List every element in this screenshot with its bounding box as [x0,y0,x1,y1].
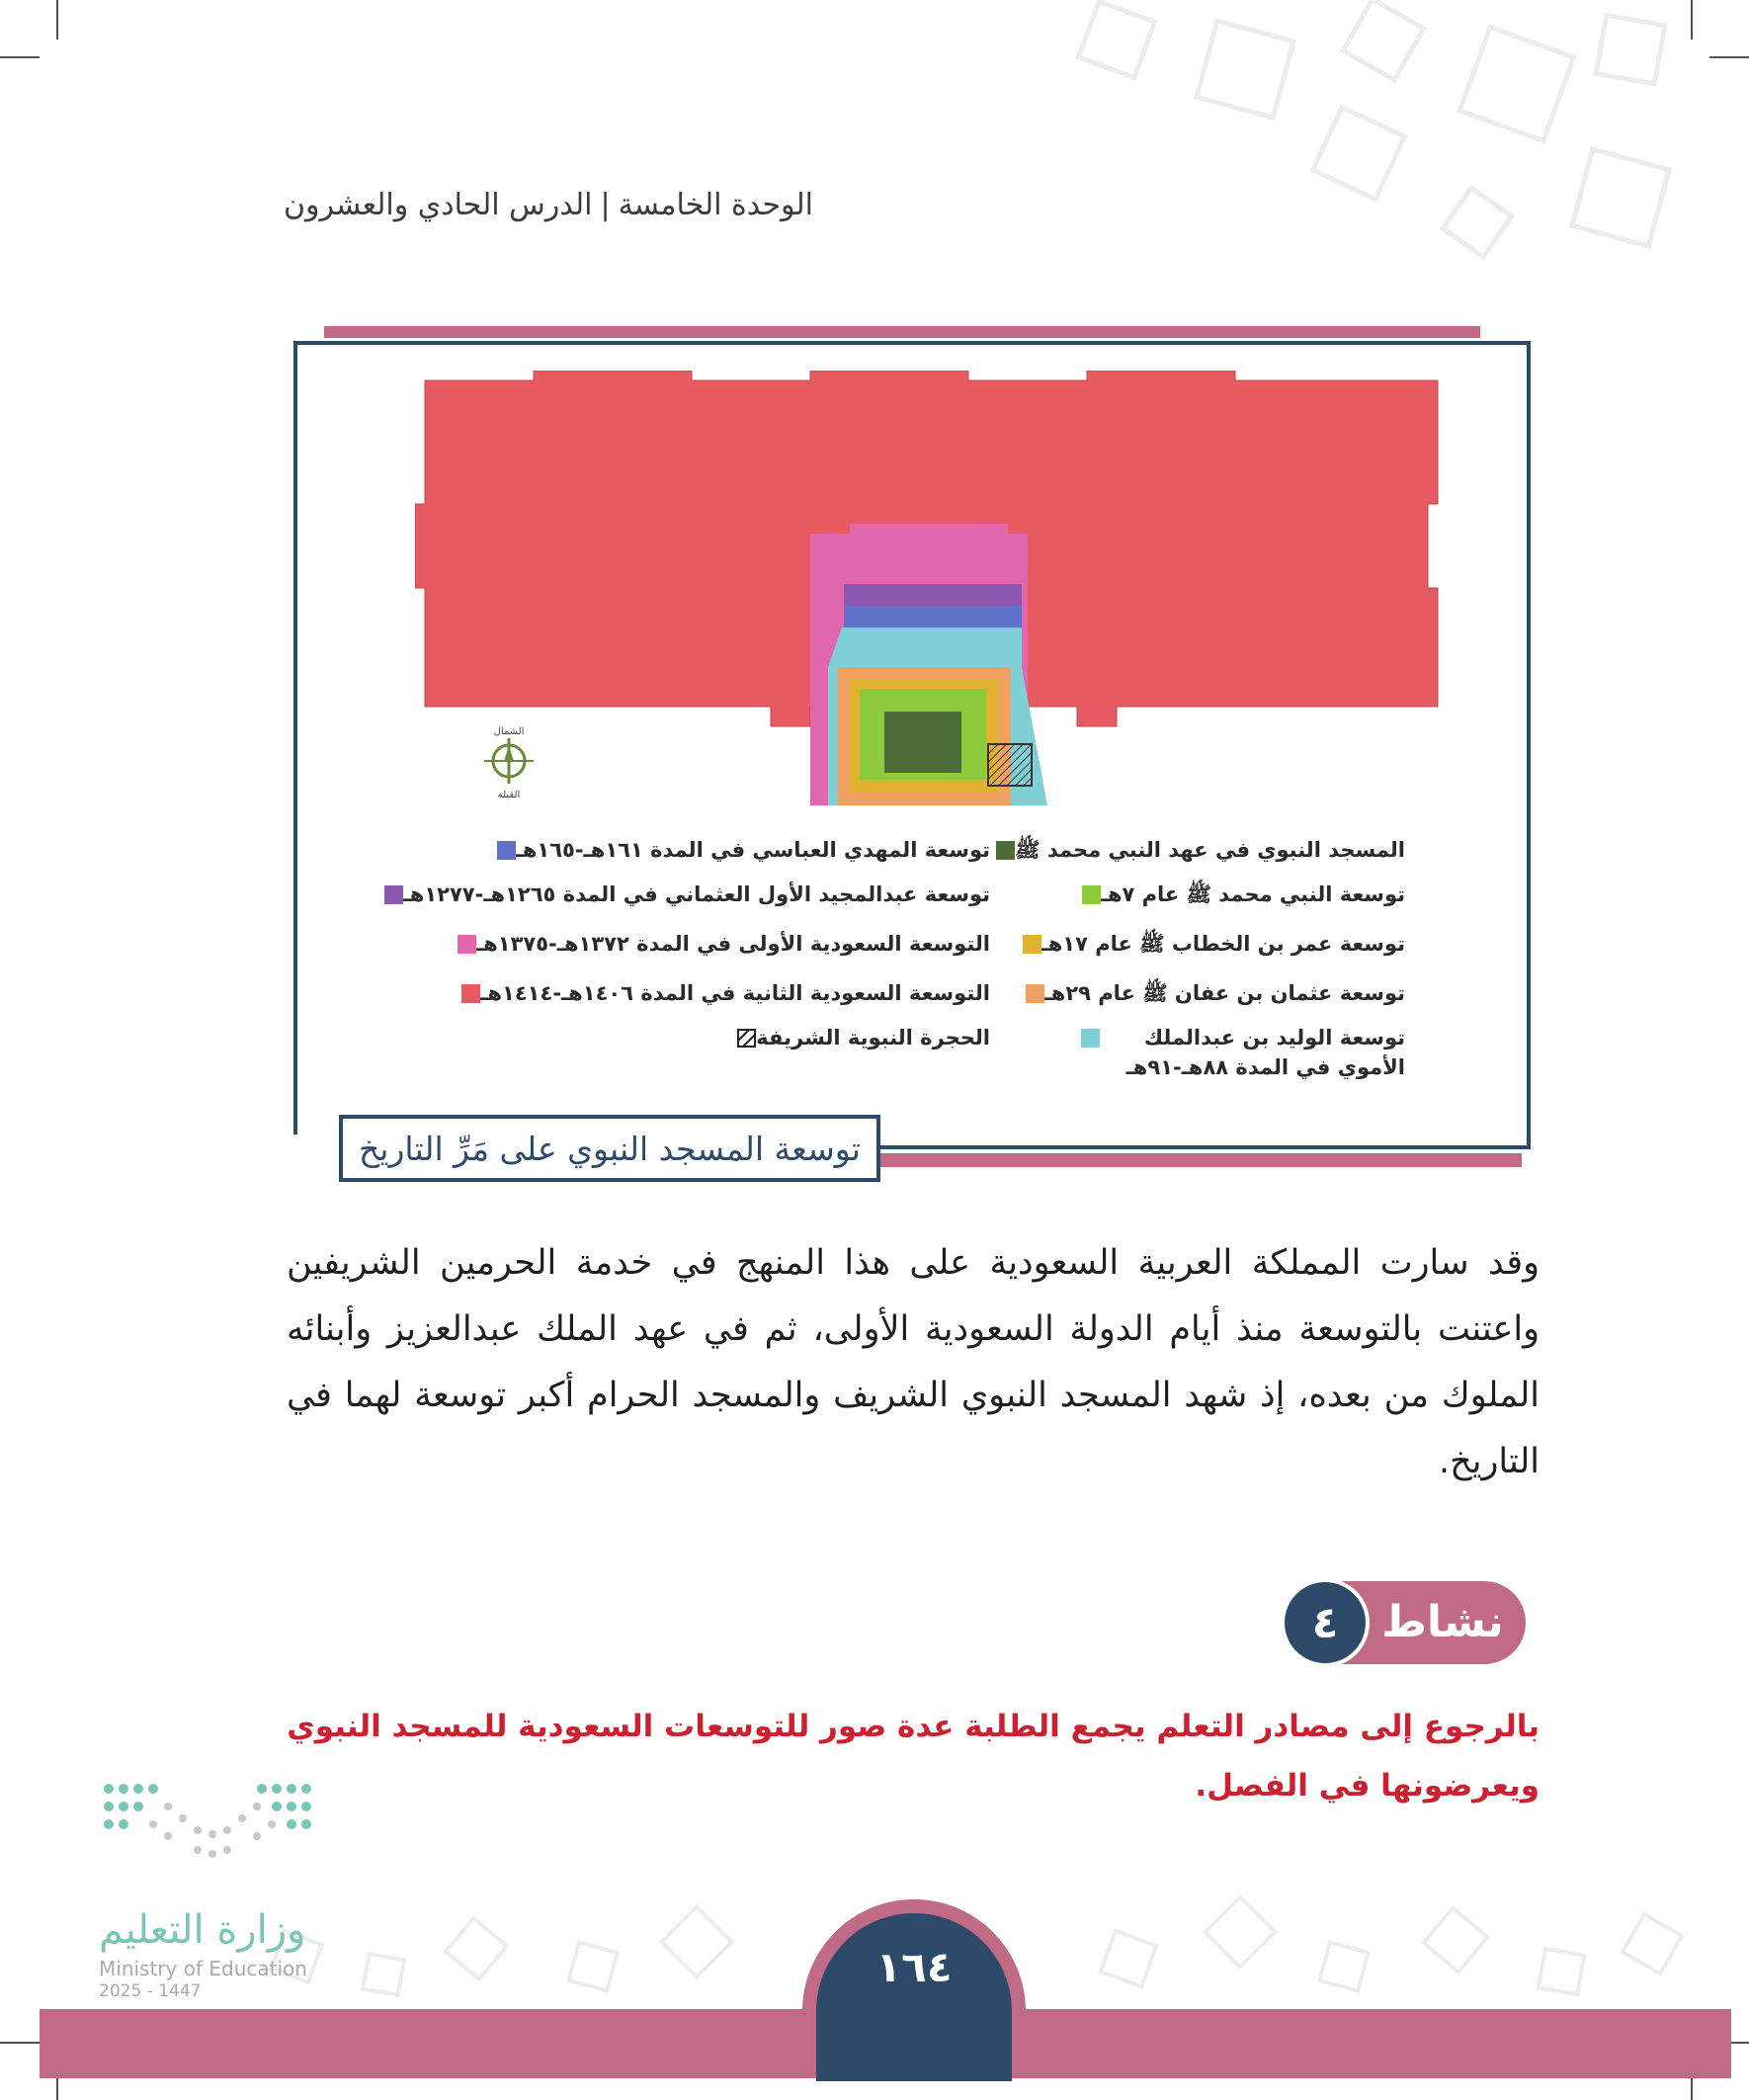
header-separator: | [600,188,611,222]
plan-mahdi [844,606,1022,630]
page-header [284,188,813,222]
compass-icon [484,738,534,784]
compass-qibla-label: القبلة [497,790,521,800]
page-number: ١٦٤ [816,1913,1012,2081]
lesson-title: الدرس الحادي والعشرون [283,188,593,222]
legend-item: توسعة عبدالمجيد الأول العثماني في المدة ١٢٦٥هـ-١٢٧٧هـ [373,880,990,909]
ministry-year: 2025 - 1447 [99,1981,202,2001]
mosque-expansion-plan [415,371,1482,825]
activity-number: ٤ [1281,1578,1370,1667]
legend-swatch [1082,885,1101,904]
legend-swatch [497,841,516,860]
body-paragraph: وقد سارت المملكة العربية السعودية على هذا المنهج في خدمة الحرمين الشريفين واعتنت بالتوسعة منذ أيام الدولة السعودية الأولى، ثم في عهد الملك عبدالعزيز وأبنائه الملوك من بعده، إذ شهد المسجد النبوي الشريف والمسجد الحرام أكبر توسعة لهما في التاريخ. [287,1243,1540,1481]
legend-swatch [1023,935,1041,954]
plan-abdulmajid [844,584,1022,608]
decorative-pattern [1028,0,1719,316]
legend-swatch [996,841,1015,860]
legend-item: الحجرة النبوية الشريفة [725,1023,990,1052]
compass-north-label: الشمال [493,726,525,737]
activity-label: نشاط [1381,1597,1504,1647]
crop-mark [0,2042,40,2044]
legend-swatch [458,935,476,954]
legend-swatch [384,885,403,904]
plan-original-mosque [884,712,961,773]
crop-mark [56,0,58,40]
figure-bottom-bar [860,1153,1522,1167]
figure-caption: توسعة المسجد النبوي على مَرِّ التاريخ [339,1115,880,1182]
legend-item: توسعة الوليد بن عبدالملك الأموي في المدة ٨٨هـ-٩١هـ [1069,1023,1405,1082]
activity-text: بالرجوع إلى مصادر التعلم يجمع الطلبة عدة صور للتوسعات السعودية للمسجد النبوي ويعرضونها في الفصل. [287,1709,1540,1804]
plan-prophet-chamber [988,744,1032,786]
hatch-swatch-icon [737,1029,756,1048]
legend-swatch [461,984,480,1003]
legend-item: توسعة النبي محمد ﷺ عام ٧هـ [1070,880,1405,909]
unit-title: الوحدة الخامسة [618,188,813,222]
legend-item: توسعة المهدي العباسي في المدة ١٦١هـ-١٦٥هـ [485,835,990,865]
legend-item: توسعة عمر بن الخطاب ﷺ عام ١٧هـ [1011,929,1405,959]
legend-item: المسجد النبوي في عهد النبي محمد ﷺ [984,835,1405,865]
figure-accent-bar [324,326,1480,338]
ministry-name-english: Ministry of Education [99,1957,307,1980]
crop-mark [0,56,40,58]
ministry-name-arabic: وزارة التعليم [99,1907,306,1953]
legend-swatch [1081,1029,1100,1048]
legend-item: التوسعة السعودية الأولى في المدة ١٣٧٢هـ-١٣٧٥هـ [446,929,990,959]
legend-item: توسعة عثمان بن عفان ﷺ عام ٢٩هـ [1014,978,1405,1008]
legend-item: التوسعة السعودية الثانية في المدة ١٤٠٦هـ-١٤١٤هـ [450,978,990,1008]
caption-tab [293,1134,339,1150]
ministry-logo-dots-icon [99,1779,316,1888]
legend-swatch [1026,984,1044,1003]
